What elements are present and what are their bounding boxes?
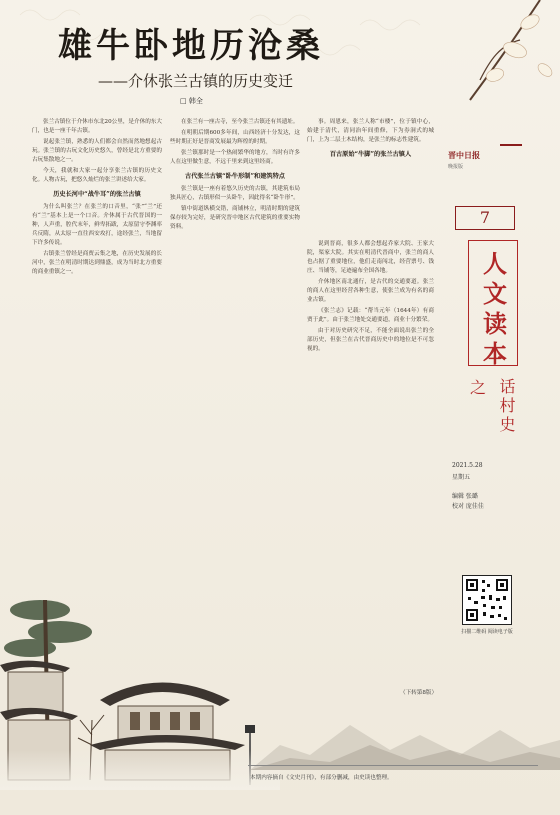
page-subtitle: ——介休张兰古镇的历史变迁 — [98, 72, 294, 90]
issue-date: 2021.5.28 — [452, 462, 483, 469]
page-number: 7 — [455, 206, 515, 230]
paragraph: 说起张兰镇，熟悉的人们都会自然而然地想起古玩。张兰镇的古玩文化历史悠久，曾经是北方重要的古玩集散地之一。 — [32, 139, 162, 163]
paragraph: 张兰镇是一座有着悠久历史的古镇，其建筑布局独具匠心，古镇形似一头卧牛，因此得名“卧牛形”。 — [170, 186, 300, 201]
connector-char: 之 — [470, 378, 487, 397]
paragraph: 为什么叫张兰？在张兰的口音里，“张”“兰”还有“兰”基本上是一个口音。介休属于古代晋国的一种，人声重，腔代末年，鲜卑拓跋，太原留守李渊率兵反隋，从太原一直往西安攻打，途经张兰，当地留下许多传说。 — [32, 204, 162, 246]
paragraph: 在张兰有一座古寺，至今张兰古镇还有其遗址。 — [181, 119, 299, 125]
section-heading: 古代张兰古镇“卧牛形制”和建筑特点 — [185, 173, 285, 180]
section-title-char: 文 — [483, 279, 507, 308]
section-title-char: 读 — [483, 309, 507, 338]
paragraph: 《张兰志》记载：“帮当元年（1644年）有商贾于此”。由于张兰地处交通要道，商业十分繁荣。 — [307, 308, 434, 323]
section-title-char: 人 — [483, 249, 507, 278]
article-column-4 — [307, 240, 434, 700]
paragraph: 在明朝后期600多年间，山西经济十分发达，这些时期正好是晋商发展最为辉煌的时期。 — [170, 130, 300, 145]
paragraph: 由于对历史研究不足，不能全面说出张兰的全部历史，但张兰在古代晋商历史中的地位是不可忽视的。 — [307, 328, 434, 352]
article-column-1 — [32, 118, 162, 568]
newspaper-name: 晋中日报 — [448, 150, 480, 160]
page-title: 雄牛卧地历沧桑 — [58, 26, 324, 66]
author-name: 韩全 — [188, 97, 203, 105]
proofreader-line: 校对 庞佳佳 — [452, 503, 484, 510]
qr-code[interactable] — [462, 575, 512, 625]
paragraph: 张兰古镇位于介休市东北20公里，是介休的东大门，也是一座千年古镇。 — [32, 119, 162, 134]
qr-caption: 扫描二维码 阅读电子版 — [461, 629, 513, 635]
paragraph: 说到晋商，很多人都会想起乔家大院、王家大院，渠家大院。其实在明清代晋商中，张兰的商人也占据了重要地位，他们走南闯北，经营票号、钱庄、当铺等，足迹遍布全国各地。 — [307, 241, 434, 274]
paragraph: 今天，我就和大家一起分享张兰古镇的历史文化。人物古玩，把悠久灿烂的张兰讲述给大家。 — [32, 168, 162, 183]
continued-on-page-link: （下转第8版） — [400, 690, 438, 696]
mountain-ink-decoration — [250, 700, 560, 770]
editor-credits — [452, 492, 532, 512]
section-title-char: 本 — [483, 339, 507, 368]
footer-divider — [248, 765, 538, 766]
masthead — [448, 150, 518, 170]
paragraph: 镇中街道纵横交错，商铺林立，明清时期的建筑保存较为完好，是研究晋中地区古代建筑的重要实物资料。 — [170, 206, 300, 230]
author-byline: □ 韩全 — [180, 97, 203, 105]
editor-line: 编辑 张璐 — [452, 493, 478, 500]
newspaper-edition: 晚报版 — [448, 164, 464, 170]
issue-weekday: 星期五 — [452, 474, 471, 481]
paragraph: 张兰镇那时是一个热闹繁华的地方，当时有许多人在这里做生意，不远千里来到这里经商。 — [170, 150, 300, 165]
article-column-2 — [170, 118, 300, 568]
ancient-town-illustration — [0, 560, 280, 790]
masthead-rule — [500, 144, 522, 146]
footer-note: 本期内容摘自《文史月刊》，有部分删减，由史读也整理。 — [250, 775, 393, 781]
section-heading: 百古原始“牛脚”的张兰古镇人 — [329, 151, 412, 158]
paragraph: 介休地区南北通行，是古代的交通要道。张兰的商人在这里经营各种生意，使张兰成为有名的商业古镇。 — [307, 279, 434, 303]
paragraph: 事。周恩来，张兰人称“市楼”，位于镇中心，始建于清代，清同治年间重修，下为券洞式的城门，上为二层土木结构，是张兰的标志性建筑。 — [307, 119, 434, 143]
paragraph: 古镇张兰曾经是商贾云集之地，在历史发展的长河中，张兰在明清时期达到鼎盛，成为当时北方重要的商业重镇之一。 — [32, 251, 162, 275]
column-name: 话村史 — [497, 378, 516, 435]
section-heading: 历史长河中“战牛耳”的张兰古镇 — [53, 191, 141, 198]
article-column-3 — [307, 118, 434, 233]
